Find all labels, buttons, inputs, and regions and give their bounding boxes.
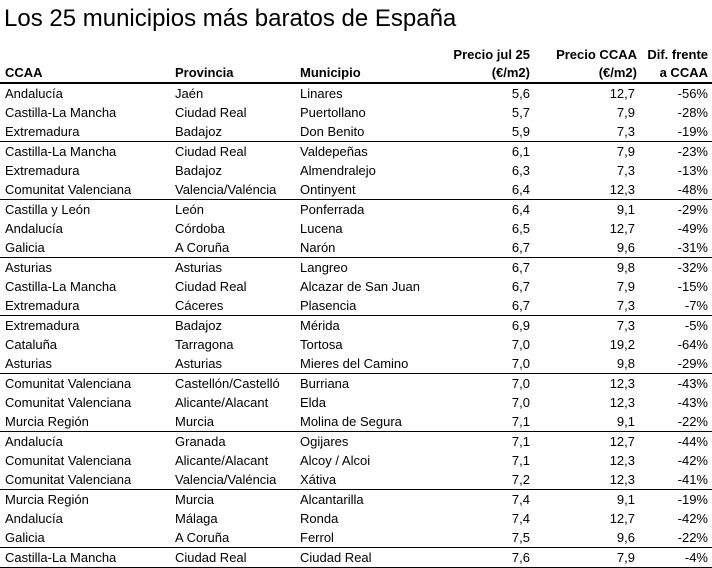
provincia-cell: Valencia/Valéncia <box>170 470 295 490</box>
municipio-cell: Ciudad Real <box>295 548 445 568</box>
table-row <box>0 316 712 336</box>
precio-jul-cell: 5,6 <box>511 86 530 101</box>
ccaa-cell: Extremadura <box>5 318 80 333</box>
municipio-cell: Alcantarilla <box>300 492 364 507</box>
precio-ccaa-cell: 7,3 <box>530 296 637 316</box>
ccaa-cell: Extremadura <box>0 122 170 142</box>
precio-jul-cell: 7,4 <box>511 492 530 507</box>
ccaa-cell: Galicia <box>0 238 170 258</box>
table-row <box>0 528 712 548</box>
municipio-cell: Valdepeñas <box>300 144 368 159</box>
table-row <box>0 180 712 200</box>
table-body <box>0 83 712 568</box>
table-row <box>0 219 712 238</box>
dif-ccaa-cell: -13% <box>677 163 708 178</box>
municipio-cell: Alcoy / Alcoi <box>300 453 371 468</box>
table-row <box>0 548 712 568</box>
provincia-cell: Asturias <box>170 354 295 374</box>
dif-ccaa-cell: -64% <box>677 337 708 352</box>
municipio-cell: Puertollano <box>300 105 366 120</box>
table-row <box>0 83 712 103</box>
dif-ccaa-cell: -43% <box>677 376 708 391</box>
dif-ccaa-cell: -7% <box>637 296 712 316</box>
precio-jul-cell: 5,9 <box>445 122 530 142</box>
table-header <box>0 46 712 83</box>
ccaa-cell: Castilla y León <box>5 202 91 217</box>
ccaa-cell: Comunitat Valenciana <box>5 395 132 410</box>
dif-ccaa-cell: -43% <box>677 395 708 410</box>
precio-ccaa-cell: 12,7 <box>609 86 635 101</box>
provincia-cell: Murcia <box>175 492 215 507</box>
precio-jul-cell: 7,2 <box>445 470 530 490</box>
provincia-cell: Ciudad Real <box>175 105 247 120</box>
precio-jul-cell: 6,3 <box>511 163 530 178</box>
page-title: Los 25 municipios más baratos de España <box>4 5 457 32</box>
precio-jul-cell: 7,0 <box>511 337 530 352</box>
precio-jul-cell: 6,7 <box>445 238 530 258</box>
precio-ccaa-cell: 9,1 <box>616 202 635 217</box>
municipio-cell: Ogijares <box>300 434 349 449</box>
precio-ccaa-cell: 7,3 <box>616 318 635 333</box>
table-row <box>0 451 712 470</box>
precio-jul-cell: 7,0 <box>511 395 530 410</box>
table-row <box>0 335 712 354</box>
municipio-cell: Ontinyent <box>295 180 445 200</box>
ccaa-cell: Asturias <box>0 354 170 374</box>
municipio-cell: Ronda <box>300 511 339 526</box>
ccaa-cell: Comunitat Valenciana <box>5 376 132 391</box>
table-row <box>0 142 712 162</box>
table-row <box>0 374 712 394</box>
provincia-cell: A Coruña <box>170 528 295 548</box>
table-row <box>0 354 712 374</box>
municipios-table <box>0 46 712 568</box>
table-row <box>0 103 712 122</box>
precio-jul-cell: 6,7 <box>445 296 530 316</box>
municipio-cell: Don Benito <box>295 122 445 142</box>
dif-ccaa-cell: -4% <box>637 548 712 568</box>
dif-ccaa-cell: -48% <box>637 180 712 200</box>
table-row <box>0 277 712 296</box>
precio-ccaa-cell: 9,1 <box>616 492 635 507</box>
precio-ccaa-cell: 9,1 <box>530 412 637 432</box>
ccaa-cell: Castilla-La Mancha <box>5 144 117 159</box>
precio-jul-cell: 7,0 <box>511 376 530 391</box>
provincia-cell: Jaén <box>175 86 204 101</box>
precio-jul-cell: 7,4 <box>511 511 530 526</box>
provincia-cell: Asturias <box>175 260 222 275</box>
provincia-cell: Alicante/Alacant <box>175 453 269 468</box>
dif-ccaa-cell: -28% <box>677 105 708 120</box>
table-row <box>0 200 712 220</box>
precio-ccaa-cell: 19,2 <box>609 337 635 352</box>
municipio-cell: Linares <box>300 86 343 101</box>
ccaa-cell: Andalucía <box>5 434 63 449</box>
municipio-cell: Tortosa <box>300 337 343 352</box>
provincia-cell: Ciudad Real <box>175 144 247 159</box>
municipio-cell: Almendralejo <box>300 163 376 178</box>
municipio-cell: Plasencia <box>295 296 445 316</box>
table-row <box>0 470 712 490</box>
municipio-cell: Mérida <box>300 318 340 333</box>
dif-ccaa-cell: -32% <box>677 260 708 275</box>
table-row <box>0 296 712 316</box>
dif-ccaa-cell: -31% <box>637 238 712 258</box>
header-spacer-provincia <box>170 46 295 63</box>
ccaa-cell: Galicia <box>0 528 170 548</box>
table-row <box>0 412 712 432</box>
precio-ccaa-cell: 12,7 <box>609 511 635 526</box>
table-row <box>0 161 712 180</box>
dif-ccaa-cell: -44% <box>677 434 708 449</box>
dif-ccaa-cell: -15% <box>677 279 708 294</box>
precio-jul-cell: 7,6 <box>445 548 530 568</box>
ccaa-cell: Extremadura <box>5 163 80 178</box>
dif-ccaa-cell: -29% <box>637 354 712 374</box>
ccaa-cell: Murcia Región <box>5 492 89 507</box>
precio-ccaa-cell: 12,3 <box>609 395 635 410</box>
precio-jul-cell: 7,1 <box>511 453 530 468</box>
precio-ccaa-cell: 7,9 <box>616 105 635 120</box>
ccaa-cell: Murcia Región <box>0 412 170 432</box>
precio-ccaa-cell: 7,3 <box>530 122 637 142</box>
dif-ccaa-cell: -42% <box>677 453 708 468</box>
provincia-cell: Castellón/Castelló <box>175 376 280 391</box>
dif-ccaa-cell: -19% <box>677 492 708 507</box>
header-spacer-ccaa <box>0 46 170 63</box>
ccaa-cell: Comunitat Valenciana <box>5 453 132 468</box>
municipio-cell: Narón <box>295 238 445 258</box>
header-dif-line1: Dif. frente <box>647 47 708 62</box>
provincia-cell: Málaga <box>175 511 218 526</box>
dif-ccaa-cell: -22% <box>637 412 712 432</box>
provincia-cell: Badajoz <box>170 122 295 142</box>
ccaa-cell: Extremadura <box>0 296 170 316</box>
header-municipio: Municipio <box>295 63 445 83</box>
ccaa-cell: Castilla-La Mancha <box>5 279 117 294</box>
header-dif-line2: a CCAA <box>637 63 712 83</box>
precio-ccaa-cell: 7,9 <box>616 144 635 159</box>
dif-ccaa-cell: -41% <box>637 470 712 490</box>
municipio-cell: Lucena <box>300 221 343 236</box>
dif-ccaa-cell: -22% <box>637 528 712 548</box>
dif-ccaa-cell: -49% <box>677 221 708 236</box>
municipio-cell: Alcazar de San Juan <box>300 279 420 294</box>
header-row-top <box>0 46 712 63</box>
precio-jul-cell: 6,7 <box>511 260 530 275</box>
precio-jul-cell: 6,5 <box>511 221 530 236</box>
header-ccaa: CCAA <box>0 63 170 83</box>
municipio-cell: Ferrol <box>295 528 445 548</box>
table-row <box>0 509 712 528</box>
provincia-cell: Badajoz <box>175 163 222 178</box>
dif-ccaa-cell: -19% <box>637 122 712 142</box>
ccaa-cell: Andalucía <box>5 511 63 526</box>
precio-jul-cell: 6,1 <box>511 144 530 159</box>
provincia-cell: Badajoz <box>175 318 222 333</box>
precio-jul-cell: 7,1 <box>445 412 530 432</box>
municipio-cell: Xátiva <box>295 470 445 490</box>
provincia-cell: Ciudad Real <box>170 548 295 568</box>
precio-ccaa-cell: 12,3 <box>530 180 637 200</box>
header-spacer-municipio <box>295 46 445 63</box>
table-row <box>0 393 712 412</box>
municipio-cell: Elda <box>300 395 327 410</box>
precio-jul-cell: 7,5 <box>445 528 530 548</box>
table-row <box>0 238 712 258</box>
ccaa-cell: Comunitat Valenciana <box>0 180 170 200</box>
provincia-cell: Murcia <box>170 412 295 432</box>
header-row-bottom <box>0 63 712 83</box>
precio-ccaa-cell: 12,7 <box>609 434 635 449</box>
header-precio-ccaa-line1: Precio CCAA <box>556 47 637 62</box>
dif-ccaa-cell: -23% <box>677 144 708 159</box>
ccaa-cell: Castilla-La Mancha <box>0 548 170 568</box>
municipio-cell: Langreo <box>300 260 348 275</box>
precio-ccaa-cell: 9,6 <box>530 528 637 548</box>
provincia-cell: Alicante/Alacant <box>175 395 269 410</box>
table-row <box>0 432 712 452</box>
provincia-cell: Cáceres <box>170 296 295 316</box>
precio-ccaa-cell: 7,9 <box>616 279 635 294</box>
municipio-cell: Molina de Segura <box>295 412 445 432</box>
provincia-cell: Valencia/Valéncia <box>170 180 295 200</box>
precio-ccaa-cell: 7,9 <box>530 548 637 568</box>
ccaa-cell: Andalucía <box>5 221 63 236</box>
precio-ccaa-cell: 12,7 <box>609 221 635 236</box>
municipio-cell: Mieres del Camino <box>295 354 445 374</box>
table-row <box>0 490 712 510</box>
precio-ccaa-cell: 12,3 <box>609 453 635 468</box>
ccaa-cell: Comunitat Valenciana <box>0 470 170 490</box>
header-precio-jul-line2: (€/m2) <box>445 63 530 83</box>
precio-ccaa-cell: 9,8 <box>530 354 637 374</box>
provincia-cell: León <box>175 202 204 217</box>
precio-ccaa-cell: 12,3 <box>609 376 635 391</box>
dif-ccaa-cell: -42% <box>677 511 708 526</box>
precio-ccaa-cell: 7,3 <box>616 163 635 178</box>
precio-jul-cell: 6,7 <box>511 279 530 294</box>
header-provincia: Provincia <box>170 63 295 83</box>
ccaa-cell: Cataluña <box>5 337 58 352</box>
table-row <box>0 122 712 142</box>
precio-jul-cell: 6,4 <box>445 180 530 200</box>
precio-jul-cell: 6,4 <box>511 202 530 217</box>
precio-jul-cell: 6,9 <box>511 318 530 333</box>
municipio-cell: Burriana <box>300 376 350 391</box>
provincia-cell: Córdoba <box>175 221 225 236</box>
precio-jul-cell: 7,0 <box>445 354 530 374</box>
provincia-cell: Tarragona <box>175 337 234 352</box>
dif-ccaa-cell: -5% <box>684 318 708 333</box>
header-precio-ccaa-line2: (€/m2) <box>530 63 637 83</box>
ccaa-cell: Andalucía <box>5 86 63 101</box>
precio-jul-cell: 5,7 <box>511 105 530 120</box>
table-row <box>0 258 712 278</box>
ccaa-cell: Castilla-La Mancha <box>5 105 117 120</box>
precio-ccaa-cell: 12,3 <box>530 470 637 490</box>
municipio-cell: Ponferrada <box>300 202 365 217</box>
precio-jul-cell: 7,1 <box>511 434 530 449</box>
ccaa-cell: Asturias <box>5 260 52 275</box>
dif-ccaa-cell: -56% <box>677 86 708 101</box>
provincia-cell: A Coruña <box>170 238 295 258</box>
provincia-cell: Granada <box>175 434 226 449</box>
precio-ccaa-cell: 9,8 <box>616 260 635 275</box>
header-precio-jul-line1: Precio jul 25 <box>453 47 530 62</box>
dif-ccaa-cell: -29% <box>677 202 708 217</box>
provincia-cell: Ciudad Real <box>175 279 247 294</box>
precio-ccaa-cell: 9,6 <box>530 238 637 258</box>
